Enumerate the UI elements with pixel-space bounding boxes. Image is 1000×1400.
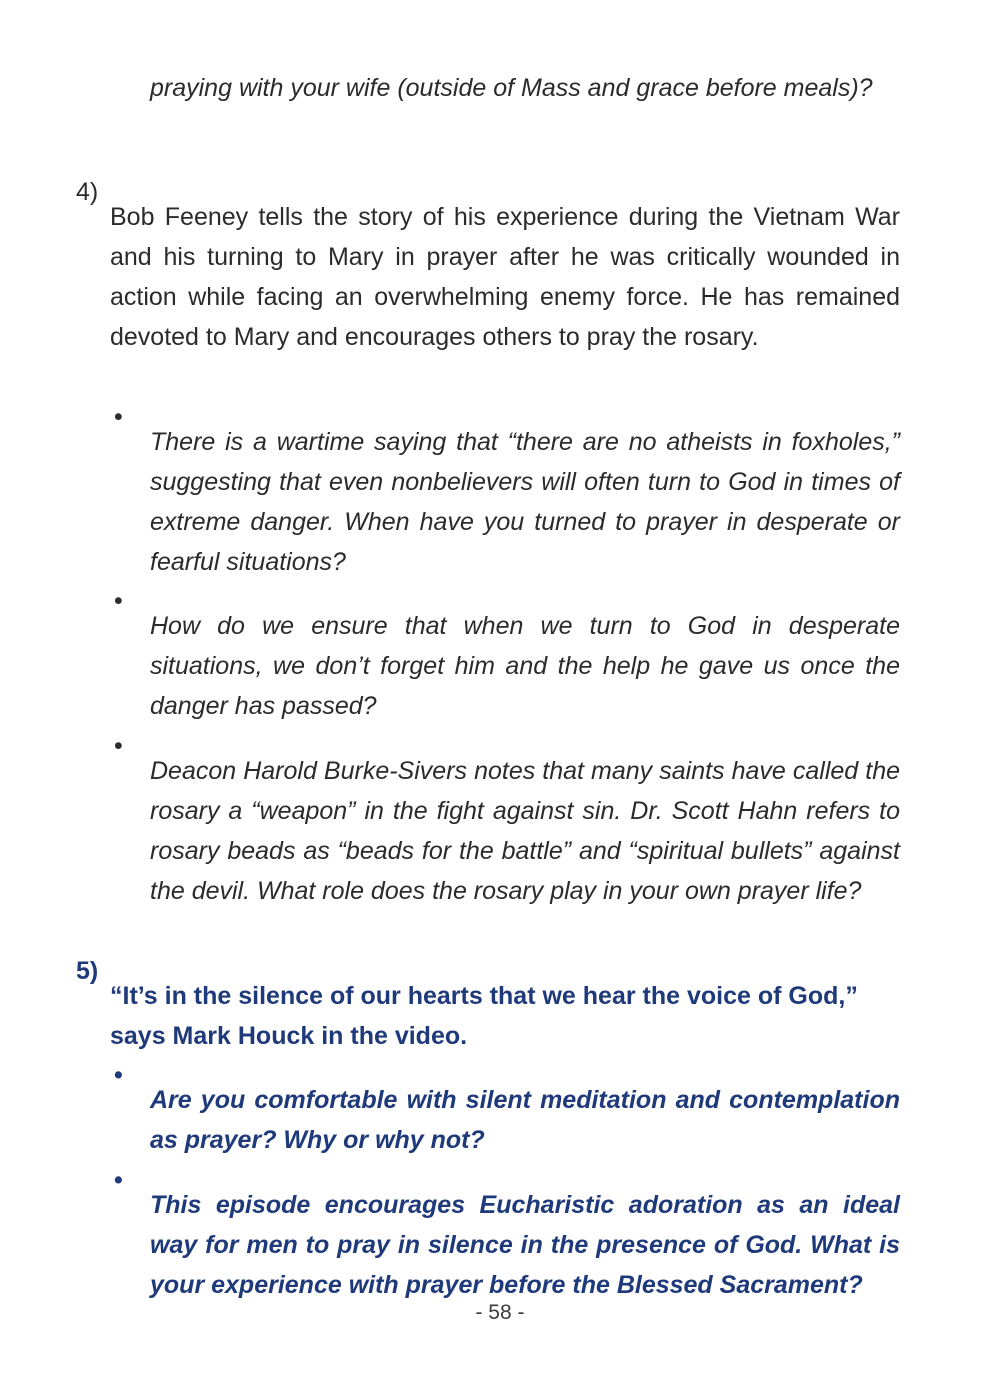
page-number: - 58 - [475, 1301, 525, 1324]
bullet-dot: • [114, 732, 123, 760]
continued-question-text: praying with your wife (outside of Mass and grace before meals)? [150, 74, 873, 102]
bullet-dot: • [114, 403, 123, 431]
bullet-text: How do we ensure that when we turn to God in desperate situations, we don’t forget him and the help he gave us once the danger has passed? [150, 612, 900, 720]
question-text: “It’s in the silence of our hearts that we hear the voice of God,” says Mark Houck in the video. [110, 982, 858, 1050]
bullet-item [114, 726, 900, 936]
bullet-text: There is a wartime saying that “there are no atheists in foxholes,” suggesting that even nonbelievers will often turn to God in times of extreme danger. When have you turned to prayer in desperate or fearful situations? [150, 428, 900, 576]
question-text: Bob Feeney tells the story of his experience during the Vietnam War and his turning to Mary in prayer after he was critically wounded in action while facing an overwhelming enemy force. He has remained devoted to Mary and encourages others to pray the rosary. [110, 203, 900, 351]
question-4 [76, 172, 900, 382]
question-number: 5) [76, 957, 99, 985]
bullet-text: Deacon Harold Burke-Sivers notes that many saints have called the rosary a “weapon” in the fight against sin. Dr. Scott Hahn refers to rosary beads as “beads for the battle” and “spiritual bullets” against the devil. What role does the rosary play in your own prayer life? [150, 757, 900, 905]
bullet-item [114, 397, 900, 607]
bullet-dot: • [114, 587, 123, 615]
bullet-dot: • [114, 1166, 123, 1194]
bullet-text: Are you comfortable with silent meditation and contemplation as prayer? Why or why not? [150, 1086, 900, 1154]
bullet-dot: • [114, 1061, 123, 1089]
question-number: 4) [76, 178, 99, 206]
bullet-text: This episode encourages Eucharistic adoration as an ideal way for men to pray in silence in the presence of God. What is your experience with prayer before the Blessed Sacrament? [150, 1191, 900, 1299]
